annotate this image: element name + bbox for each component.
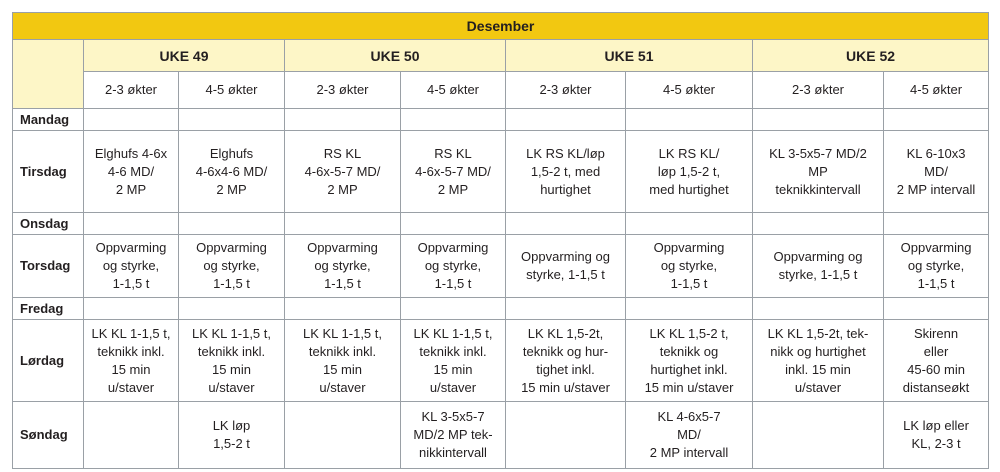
day-label: Lørdag bbox=[13, 320, 84, 402]
day-row-sondag bbox=[13, 402, 989, 469]
day-row-torsdag bbox=[13, 235, 989, 298]
schedule-cell: LK løp 1,5-2 t bbox=[179, 402, 285, 469]
schedule-cell: Oppvarming og styrke, 1-1,5 t bbox=[401, 235, 506, 298]
week-header: UKE 51 bbox=[506, 40, 753, 72]
sessions-header: 2-3 økter bbox=[753, 72, 884, 109]
schedule-cell bbox=[884, 109, 989, 131]
schedule-cell: LK KL 1,5-2t, tek- nikk og hurtighet inkl. 15 min u/staver bbox=[753, 320, 884, 402]
schedule-cell bbox=[285, 298, 401, 320]
day-row-lordag bbox=[13, 320, 989, 402]
schedule-cell: LK KL 1-1,5 t, teknikk inkl. 15 min u/staver bbox=[401, 320, 506, 402]
schedule-cell bbox=[285, 213, 401, 235]
corner-cell bbox=[13, 40, 84, 109]
schedule-cell bbox=[179, 213, 285, 235]
day-label: Fredag bbox=[13, 298, 84, 320]
week-header: UKE 50 bbox=[285, 40, 506, 72]
schedule-cell bbox=[884, 213, 989, 235]
month-title: Desember bbox=[13, 13, 989, 40]
day-row-fredag bbox=[13, 298, 989, 320]
schedule-cell: LK RS KL/ løp 1,5-2 t, med hurtighet bbox=[626, 131, 753, 213]
sessions-header: 2-3 økter bbox=[285, 72, 401, 109]
schedule-cell bbox=[285, 109, 401, 131]
day-label: Onsdag bbox=[13, 213, 84, 235]
week-header-row bbox=[13, 40, 989, 72]
schedule-cell: Oppvarming og styrke, 1-1,5 t bbox=[753, 235, 884, 298]
schedule-cell bbox=[401, 213, 506, 235]
week-header: UKE 52 bbox=[753, 40, 989, 72]
schedule-cell bbox=[626, 298, 753, 320]
schedule-cell bbox=[626, 109, 753, 131]
schedule-cell bbox=[506, 109, 626, 131]
schedule-cell: RS KL 4-6x-5-7 MD/ 2 MP bbox=[285, 131, 401, 213]
schedule-cell: LK KL 1-1,5 t, teknikk inkl. 15 min u/staver bbox=[84, 320, 179, 402]
schedule-cell bbox=[285, 402, 401, 469]
schedule-cell bbox=[753, 213, 884, 235]
schedule-cell bbox=[506, 298, 626, 320]
month-header-row bbox=[13, 13, 989, 40]
schedule-cell bbox=[179, 298, 285, 320]
schedule-cell: Oppvarming og styrke, 1-1,5 t bbox=[626, 235, 753, 298]
schedule-cell: LK løp eller KL, 2-3 t bbox=[884, 402, 989, 469]
schedule-cell bbox=[753, 109, 884, 131]
schedule-cell bbox=[84, 298, 179, 320]
schedule-cell bbox=[753, 402, 884, 469]
schedule-cell bbox=[753, 298, 884, 320]
schedule-cell: LK KL 1,5-2 t, teknikk og hurtighet inkl. 15 min u/staver bbox=[626, 320, 753, 402]
sessions-header: 4-5 økter bbox=[884, 72, 989, 109]
schedule-cell bbox=[506, 402, 626, 469]
day-label: Torsdag bbox=[13, 235, 84, 298]
day-row-mandag bbox=[13, 109, 989, 131]
schedule-cell: KL 3-5x5-7 MD/2 MP tek- nikkintervall bbox=[401, 402, 506, 469]
schedule-cell bbox=[401, 298, 506, 320]
schedule-cell: KL 6-10x3 MD/ 2 MP intervall bbox=[884, 131, 989, 213]
schedule-cell bbox=[179, 109, 285, 131]
schedule-cell: LK KL 1-1,5 t, teknikk inkl. 15 min u/staver bbox=[179, 320, 285, 402]
schedule-cell: KL 4-6x5-7 MD/ 2 MP intervall bbox=[626, 402, 753, 469]
day-label: Søndag bbox=[13, 402, 84, 469]
day-label: Tirsdag bbox=[13, 131, 84, 213]
schedule-cell: LK KL 1,5-2t, teknikk og hur- tighet inkl. 15 min u/staver bbox=[506, 320, 626, 402]
day-row-tirsdag bbox=[13, 131, 989, 213]
schedule-cell: LK RS KL/løp 1,5-2 t, med hurtighet bbox=[506, 131, 626, 213]
schedule-cell: Elghufs 4-6x 4-6 MD/ 2 MP bbox=[84, 131, 179, 213]
schedule-cell bbox=[506, 213, 626, 235]
schedule-cell: LK KL 1-1,5 t, teknikk inkl. 15 min u/staver bbox=[285, 320, 401, 402]
schedule-cell: Oppvarming og styrke, 1-1,5 t bbox=[84, 235, 179, 298]
sessions-header-row bbox=[13, 72, 989, 109]
schedule-cell: KL 3-5x5-7 MD/2 MP teknikkintervall bbox=[753, 131, 884, 213]
sessions-header: 4-5 økter bbox=[401, 72, 506, 109]
schedule-cell bbox=[884, 298, 989, 320]
schedule-cell bbox=[401, 109, 506, 131]
week-header: UKE 49 bbox=[84, 40, 285, 72]
schedule-cell: Oppvarming og styrke, 1-1,5 t bbox=[506, 235, 626, 298]
schedule-cell: RS KL 4-6x-5-7 MD/ 2 MP bbox=[401, 131, 506, 213]
schedule-cell bbox=[84, 213, 179, 235]
schedule-cell bbox=[84, 109, 179, 131]
day-label: Mandag bbox=[13, 109, 84, 131]
schedule-cell: Oppvarming og styrke, 1-1,5 t bbox=[179, 235, 285, 298]
schedule-cell bbox=[626, 213, 753, 235]
schedule-cell bbox=[84, 402, 179, 469]
schedule-cell: Oppvarming og styrke, 1-1,5 t bbox=[285, 235, 401, 298]
sessions-header: 2-3 økter bbox=[506, 72, 626, 109]
training-schedule-table bbox=[12, 12, 989, 469]
day-row-onsdag bbox=[13, 213, 989, 235]
sessions-header: 4-5 økter bbox=[626, 72, 753, 109]
schedule-cell: Elghufs 4-6x4-6 MD/ 2 MP bbox=[179, 131, 285, 213]
schedule-cell: Skirenn eller 45-60 min distanseøkt bbox=[884, 320, 989, 402]
schedule-cell: Oppvarming og styrke, 1-1,5 t bbox=[884, 235, 989, 298]
sessions-header: 4-5 økter bbox=[179, 72, 285, 109]
sessions-header: 2-3 økter bbox=[84, 72, 179, 109]
